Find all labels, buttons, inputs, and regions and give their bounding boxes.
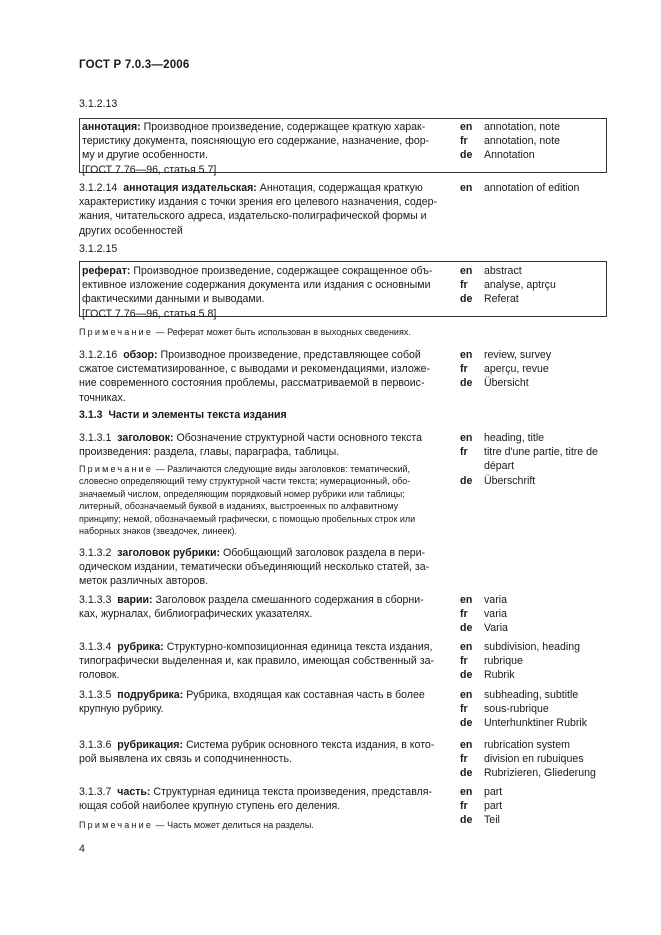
- term-definition-line: му и другие особенности.: [82, 149, 209, 162]
- equivalent: division en rubuiques: [484, 753, 584, 766]
- term-number: 3.1.2.13: [79, 98, 118, 110]
- term-number: 3.1.3.6: [79, 739, 112, 751]
- section-number: 3.1.3: [79, 409, 103, 421]
- term-number: 3.1.3.7: [79, 786, 112, 798]
- lang-code: de: [460, 293, 473, 306]
- equivalent: aperçu, revue: [484, 363, 549, 376]
- term-name: заголовок рубрики:: [117, 547, 221, 559]
- lang-code: en: [460, 265, 473, 277]
- equivalent: annotation, note: [484, 121, 560, 133]
- term-definition-line: Обозначение структурной части основного текста: [176, 432, 423, 444]
- lang-code: de: [460, 814, 473, 827]
- note-label: Примечание: [79, 820, 154, 830]
- term-source: [ГОСТ 7.76—96, статья 5.7]: [82, 163, 217, 176]
- equivalent: subheading, subtitle: [484, 689, 579, 701]
- term-definition-line: ющая собой наиболее крупную ступень его деления.: [79, 800, 341, 813]
- section-heading: [79, 409, 287, 421]
- equivalent: rubrication system: [484, 739, 570, 751]
- equivalent: Varia: [484, 622, 508, 635]
- lang-code: de: [460, 669, 473, 682]
- equivalent: abstract: [484, 265, 522, 277]
- term-number: 3.1.3.2: [79, 547, 112, 559]
- equivalent: analyse, aptrçu: [484, 279, 556, 292]
- note-text: литерный, обозначаемый буквой в изданиях, выстроенных по алфавитному: [79, 501, 399, 512]
- lang-code: fr: [460, 800, 468, 813]
- term-number: 3.1.2.16: [79, 349, 118, 361]
- term-name: рубрика:: [117, 641, 164, 653]
- term-number: 3.1.3.4: [79, 641, 112, 653]
- lang-code: en: [460, 689, 473, 701]
- lang-code: de: [460, 474, 473, 487]
- term-definition-line: жания, читательского адреса, издательско-полиграфической формы и: [79, 210, 427, 223]
- equivalent: Annotation: [484, 149, 535, 162]
- equivalent: part: [484, 800, 503, 813]
- lang-code: de: [460, 622, 473, 635]
- equivalent: sous-rubrique: [484, 703, 549, 716]
- note-text: — Реферат может быть использован в выходных сведениях.: [155, 327, 411, 337]
- term-definition-line: Рубрика, входящая как составная часть в более: [186, 689, 425, 701]
- note-text: значаемый числом, определяющим порядковый номер рубрики или таблицы;: [79, 488, 405, 499]
- lang-code: fr: [460, 753, 468, 766]
- term-definition-line: Система рубрик основного текста издания, в кото-: [185, 739, 435, 751]
- lang-code: de: [460, 717, 473, 730]
- term-name: заголовок:: [117, 432, 174, 444]
- equivalent: départ: [484, 460, 515, 473]
- term-definition-line: Производное произведение, содержащее краткую харак-: [143, 121, 426, 133]
- note: [79, 326, 453, 338]
- page-number: 4: [79, 843, 85, 855]
- equivalent: varia: [484, 608, 507, 621]
- term-name: аннотация:: [82, 121, 141, 133]
- equivalent: Rubrizieren, Gliederung: [484, 767, 596, 780]
- term-definition-line: сжатое систематизированное, с выводами и рекомендациями, изложе-: [79, 363, 431, 376]
- equivalent: review, survey: [484, 349, 552, 361]
- term-definition-line: Заголовок раздела смешанного содержания в сборни-: [155, 594, 424, 606]
- note-label: Примечание: [79, 327, 154, 337]
- term-number: 3.1.2.15: [79, 243, 118, 255]
- term-name: аннотация издательская:: [123, 182, 257, 194]
- document-header: ГОСТ Р 7.0.3—2006: [79, 59, 190, 71]
- note-text: — Различаются следующие виды заголовков: тематический,: [155, 464, 411, 474]
- term-number: 3.1.3.1: [79, 432, 112, 444]
- equivalent: subdivision, heading: [484, 641, 581, 653]
- note: [79, 819, 453, 831]
- equivalent: Überschrift: [484, 474, 536, 487]
- term-definition-line: произведения: раздела, главы, параграфа, таблицы.: [79, 446, 340, 459]
- lang-code: en: [460, 121, 473, 133]
- lang-code: en: [460, 786, 473, 798]
- equivalent: heading, title: [484, 432, 545, 444]
- equivalent: annotation, note: [484, 135, 560, 148]
- lang-code: de: [460, 377, 473, 390]
- term-number: 3.1.3.3: [79, 594, 112, 606]
- lang-code: fr: [460, 135, 468, 148]
- equivalent: annotation of edition: [484, 182, 580, 194]
- note-text: — Часть может делиться на разделы.: [155, 820, 314, 830]
- equivalent: Unterhunktiner Rubrik: [484, 717, 588, 730]
- equivalent: Rubrik: [484, 669, 515, 682]
- note: [79, 463, 453, 537]
- equivalent: Referat: [484, 293, 519, 306]
- term-number: 3.1.2.14: [79, 182, 118, 194]
- equivalent: Teil: [484, 814, 500, 827]
- term-definition-line: ективное изложение содержания документа или издания с основными: [82, 279, 431, 292]
- lang-code: fr: [460, 446, 468, 459]
- lang-code: en: [460, 594, 473, 606]
- term-definition-line: точниках.: [79, 391, 126, 404]
- term-definition-line: меток различных авторов.: [79, 575, 209, 588]
- note-text: принципу; немой, обозначаемый графически, с помощью пробельных строк или: [79, 513, 416, 524]
- lang-code: en: [460, 349, 473, 361]
- term-definition-line: Структурно-композиционная единица текста издания,: [166, 641, 433, 653]
- term-definition-line: Обобщающий заголовок раздела в пери-: [223, 547, 426, 559]
- term-definition-line: ках, журналах, библиографических указателях.: [79, 608, 313, 621]
- term-definition-line: Производное произведение, содержащее сокращенное объ-: [133, 265, 433, 277]
- term-name: часть:: [117, 786, 151, 798]
- term-name: подрубрика:: [117, 689, 184, 701]
- term-definition-line: других особенностей: [79, 224, 183, 237]
- term-definition-line: рой выявлена их связь и соподчиненность.: [79, 753, 292, 766]
- lang-code: fr: [460, 363, 468, 376]
- note-label: Примечание: [79, 464, 154, 474]
- section-title: Части и элементы текста издания: [108, 409, 287, 421]
- lang-code: fr: [460, 703, 468, 716]
- term-definition-line: фактическими данными и выводами.: [82, 293, 265, 306]
- equivalent: titre d'une partie, titre de: [484, 446, 598, 459]
- lang-code: en: [460, 641, 473, 653]
- term-definition-line: одическом издании, тематически объединяющий несколько статей, за-: [79, 561, 430, 574]
- note-text: словесно определяющий тему структурной части текста; нумерационный, обо-: [79, 476, 411, 487]
- lang-code: fr: [460, 608, 468, 621]
- lang-code: en: [460, 432, 473, 444]
- term-definition-line: типографически выделенная и, как правило, имеющая собственный за-: [79, 655, 435, 668]
- term-number: 3.1.3.5: [79, 689, 112, 701]
- term-definition-line: головок.: [79, 669, 120, 682]
- equivalent: varia: [484, 594, 507, 606]
- lang-code: en: [460, 182, 473, 194]
- lang-code: de: [460, 149, 473, 162]
- term-definition-line: Структурная единица текста произведения, представля-: [153, 786, 433, 798]
- lang-code: de: [460, 767, 473, 780]
- term-definition-line: Аннотация, содержащая краткую: [259, 182, 423, 194]
- term-definition-line: характеристику издания с точки зрения его целевого назначения, содер-: [79, 196, 438, 209]
- lang-code: fr: [460, 279, 468, 292]
- term-source: [ГОСТ 7.76—96, статья 5.8]: [82, 307, 217, 320]
- lang-code: en: [460, 739, 473, 751]
- term-definition-line: Производное произведение, представляющее собой: [160, 349, 421, 361]
- note-text: наборных знаков (звездочек, линеек).: [79, 526, 237, 537]
- term-name: реферат:: [82, 265, 131, 277]
- equivalent: part: [484, 786, 503, 798]
- lang-code: fr: [460, 655, 468, 668]
- term-name: варии:: [117, 594, 153, 606]
- term-name: обзор:: [123, 349, 158, 361]
- term-definition-line: теристику документа, поясняющую его содержание, назначение, фор-: [82, 135, 430, 148]
- term-name: рубрикация:: [117, 739, 183, 751]
- term-definition-line: ние современного состояния проблемы, рассматриваемой в первоис-: [79, 377, 425, 390]
- equivalent: rubrique: [484, 655, 523, 668]
- term-definition-line: крупную рубрику.: [79, 703, 164, 716]
- equivalent: Übersicht: [484, 377, 529, 390]
